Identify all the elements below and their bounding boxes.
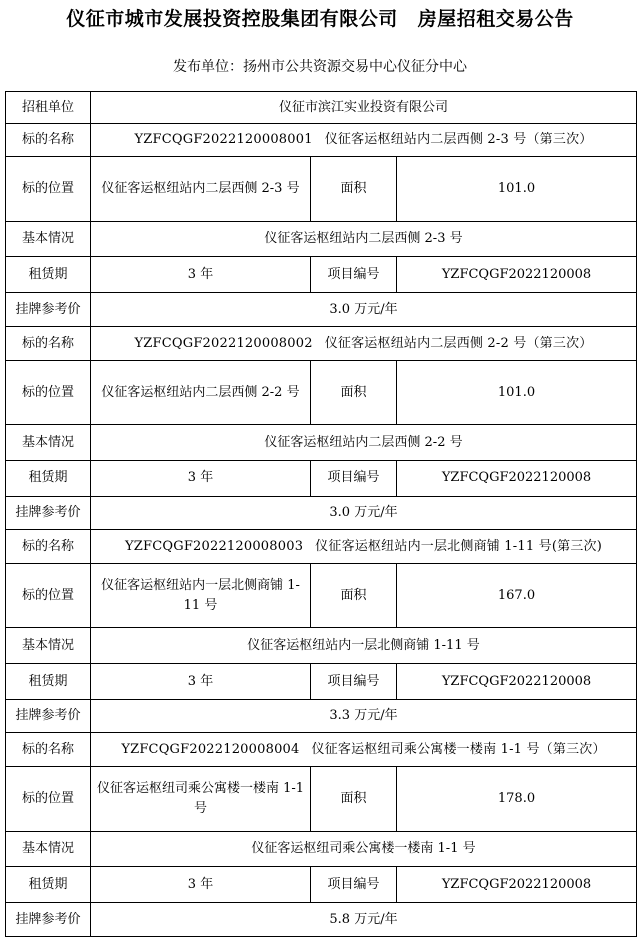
item-code: YZFCQGF2022120008003: [125, 538, 304, 554]
title-company: 仪征市城市发展投资控股集团有限公司: [66, 8, 398, 30]
item-project-no: YZFCQGF2022120008: [397, 257, 637, 293]
item-term: 3 年: [91, 664, 311, 700]
item-basic-row: [6, 628, 637, 664]
item-area: 167.0: [397, 563, 637, 627]
location-label: 标的位置: [6, 767, 91, 831]
term-label: 租赁期: [6, 257, 91, 293]
area-label: 面积: [311, 157, 397, 221]
lessor-row: [6, 92, 637, 124]
item-location-row: [6, 157, 637, 221]
basic-label: 基本情况: [6, 628, 91, 664]
item-basic: 仪征客运枢纽站内二层西侧 2-2 号: [91, 425, 637, 461]
item-basic: 仪征客运枢纽站内一层北侧商铺 1-11 号: [91, 628, 637, 664]
item-name: 仪征客运枢纽站内二层西侧 2-3 号（第三次）: [324, 132, 593, 148]
item-basic-row: [6, 831, 637, 867]
project-no-label: 项目编号: [311, 867, 397, 903]
area-label: 面积: [311, 767, 397, 831]
area-label: 面积: [311, 563, 397, 627]
item-price-row: [6, 903, 637, 937]
item-name-row: [6, 326, 637, 360]
item-price-row: [6, 699, 637, 733]
item-price: 5.8 万元/年: [91, 903, 637, 937]
term-label: 租赁期: [6, 867, 91, 903]
item-name: 仪征客运枢纽站内二层西侧 2-2 号（第三次）: [324, 335, 593, 351]
item-name-cell: [91, 123, 637, 157]
item-term-row: [6, 460, 637, 496]
listing-table: [5, 91, 637, 937]
item-name-cell: [91, 733, 637, 767]
basic-label: 基本情况: [6, 425, 91, 461]
area-label: 面积: [311, 360, 397, 424]
publisher-line: 发布单位：扬州市公共资源交易中心仪征分中心: [173, 59, 467, 75]
item-location: 仪征客运枢纽站内二层西侧 2-3 号: [91, 157, 311, 221]
item-name: 仪征客运枢纽司乘公寓楼一楼南 1-1 号（第三次）: [311, 742, 606, 758]
lessor-value: 仪征市滨江实业投资有限公司: [91, 92, 637, 124]
item-location-row: [6, 767, 637, 831]
item-name-cell: [91, 326, 637, 360]
item-price: 3.3 万元/年: [91, 699, 637, 733]
item-name: 仪征客运枢纽站内一层北侧商铺 1-11 号(第三次): [315, 538, 602, 554]
item-term-row: [6, 664, 637, 700]
price-label: 挂牌参考价: [6, 293, 91, 327]
term-label: 租赁期: [6, 460, 91, 496]
basic-label: 基本情况: [6, 221, 91, 257]
item-area: 101.0: [397, 360, 637, 424]
item-location: 仪征客运枢纽站内一层北侧商铺 1-11 号: [91, 563, 311, 627]
item-name-row: [6, 123, 637, 157]
location-label: 标的位置: [6, 563, 91, 627]
item-term-row: [6, 867, 637, 903]
name-label: 标的名称: [6, 530, 91, 564]
item-basic: 仪征客运枢纽司乘公寓楼一楼南 1-1 号: [91, 831, 637, 867]
item-project-no: YZFCQGF2022120008: [397, 460, 637, 496]
item-term: 3 年: [91, 867, 311, 903]
item-price: 3.0 万元/年: [91, 496, 637, 530]
item-name-row: [6, 733, 637, 767]
term-label: 租赁期: [6, 664, 91, 700]
item-code: YZFCQGF2022120008001: [134, 132, 313, 148]
item-area: 178.0: [397, 767, 637, 831]
item-name-row: [6, 530, 637, 564]
location-label: 标的位置: [6, 360, 91, 424]
project-no-label: 项目编号: [311, 664, 397, 700]
item-code: YZFCQGF2022120008002: [134, 335, 313, 351]
item-location: 仪征客运枢纽司乘公寓楼一楼南 1-1 号: [91, 767, 311, 831]
project-no-label: 项目编号: [311, 460, 397, 496]
item-code: YZFCQGF2022120008004: [121, 742, 300, 758]
lessor-label: 招租单位: [6, 92, 91, 124]
item-area: 101.0: [397, 157, 637, 221]
item-term: 3 年: [91, 460, 311, 496]
announcement-title: [0, 4, 640, 31]
price-label: 挂牌参考价: [6, 496, 91, 530]
item-location-row: [6, 563, 637, 627]
location-label: 标的位置: [6, 157, 91, 221]
title-notice: 房屋招租交易公告: [417, 8, 574, 30]
item-term: 3 年: [91, 257, 311, 293]
item-basic: 仪征客运枢纽站内二层西侧 2-3 号: [91, 221, 637, 257]
item-term-row: [6, 257, 637, 293]
item-price-row: [6, 496, 637, 530]
basic-label: 基本情况: [6, 831, 91, 867]
item-basic-row: [6, 221, 637, 257]
item-basic-row: [6, 425, 637, 461]
item-name-cell: [91, 530, 637, 564]
item-location: 仪征客运枢纽站内二层西侧 2-2 号: [91, 360, 311, 424]
name-label: 标的名称: [6, 123, 91, 157]
item-project-no: YZFCQGF2022120008: [397, 664, 637, 700]
item-price-row: [6, 293, 637, 327]
item-price: 3.0 万元/年: [91, 293, 637, 327]
project-no-label: 项目编号: [311, 257, 397, 293]
item-location-row: [6, 360, 637, 424]
price-label: 挂牌参考价: [6, 903, 91, 937]
name-label: 标的名称: [6, 326, 91, 360]
item-project-no: YZFCQGF2022120008: [397, 867, 637, 903]
name-label: 标的名称: [6, 733, 91, 767]
price-label: 挂牌参考价: [6, 699, 91, 733]
